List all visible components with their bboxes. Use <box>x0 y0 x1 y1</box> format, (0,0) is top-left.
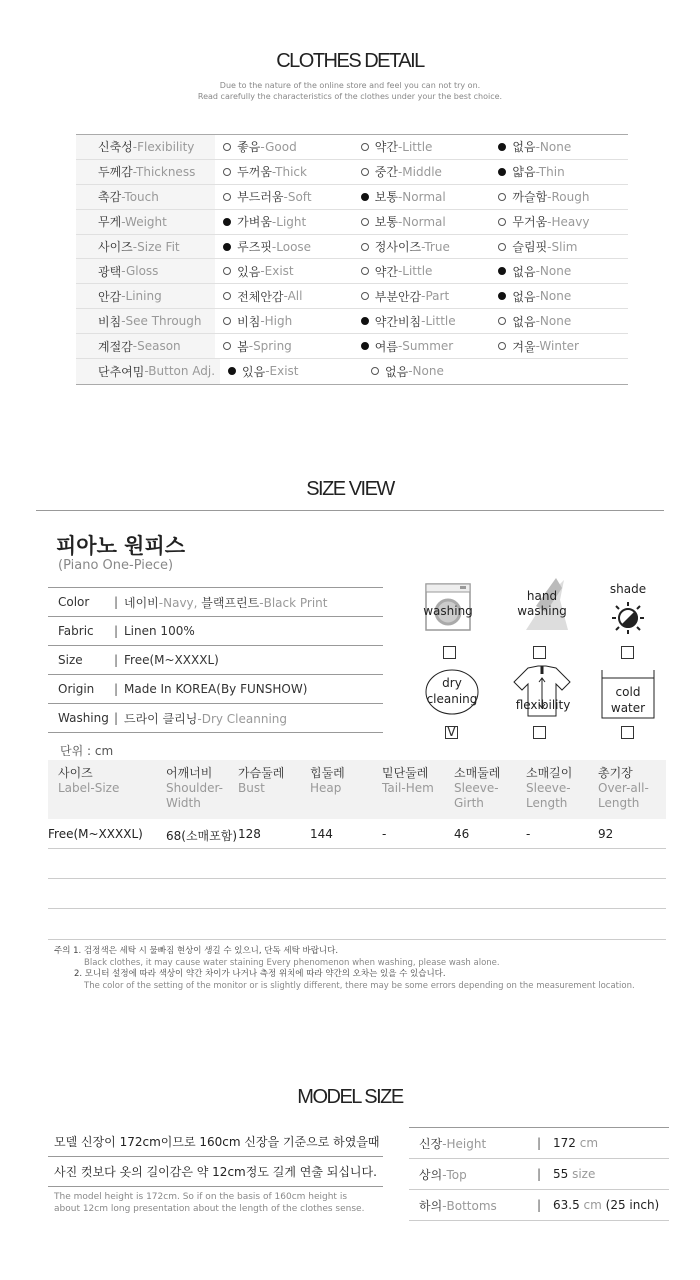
detail-option: 여름 -Summer <box>353 338 491 355</box>
info-label: Origin <box>58 682 95 696</box>
info-label: Washing <box>58 711 109 725</box>
detail-option: 약간 -Little <box>353 263 491 280</box>
detail-option: 약간비침 -Little <box>353 313 491 330</box>
size-header-cell: 소매길이 Sleeve- Length <box>526 766 573 810</box>
cold-water-label: cold water <box>610 685 646 715</box>
note-2-ko: 2. 모니터 설정에 따라 색상이 약간 차이가 나거나 측정 위치에 따라 약간의 오차는 있을 수 있습니다. <box>74 969 446 979</box>
detail-option: 가벼움 -Light <box>215 213 353 230</box>
detail-label: 무게 -Weight <box>76 210 215 234</box>
detail-option: 부드러움 -Soft <box>215 188 353 205</box>
detail-row <box>76 185 628 210</box>
detail-label: 단추여밈 -Button Adj. <box>76 359 220 384</box>
detail-option: 약간 -Little <box>353 138 491 155</box>
flexibility-checkbox <box>533 726 546 739</box>
radio-selected-icon <box>498 292 506 300</box>
size-cell: 68(소매포함) <box>166 829 238 843</box>
clothes-detail-table <box>76 134 628 385</box>
radio-empty-icon <box>498 193 506 201</box>
size-header-cell: 밑단둘레 Tail-Hem <box>382 766 434 795</box>
table-row-empty <box>48 849 666 879</box>
info-value: 네이비-Navy, 블랙프린트-Black Print <box>124 595 328 610</box>
note-2-en: The color of the setting of the monitor or is slightly different, there may be some errors depending on the measurement location. <box>84 980 635 991</box>
size-header-cell: 소매둘레 Sleeve- Girth <box>454 766 501 810</box>
hand-washing-checkbox <box>533 646 546 659</box>
radio-empty-icon <box>223 267 231 275</box>
info-separator: | <box>113 624 119 638</box>
model-desc-line-2: 사진 컷보다 옷의 길이감은 약 12cm정도 길게 연출 되십니다. <box>48 1157 383 1187</box>
model-desc-line-1: 모델 신장이 172cm이므로 160cm 신장을 기준으로 하였을때 <box>48 1127 383 1157</box>
detail-label: 광택 -Gloss <box>76 259 215 283</box>
detail-option: 정사이즈 -True <box>353 238 491 255</box>
detail-option: 없음 -None <box>490 313 628 330</box>
detail-row <box>76 135 628 160</box>
size-cell: 46 <box>454 827 470 841</box>
detail-option: 루즈핏 -Loose <box>215 238 353 255</box>
stat-value: 172 cm <box>553 1136 599 1150</box>
detail-option: 없음 -None <box>363 363 506 380</box>
info-row-origin <box>48 675 383 704</box>
detail-row <box>76 259 628 284</box>
detail-label: 계절감 -Season <box>76 334 215 358</box>
size-notes <box>54 946 694 992</box>
radio-empty-icon <box>223 292 231 300</box>
detail-option: 전체안감 -All <box>215 288 353 305</box>
radio-empty-icon <box>223 143 231 151</box>
cold-water-checkbox <box>621 726 634 739</box>
detail-row <box>76 284 628 309</box>
model-note: The model height is 172cm. So if on the basis of 160cm height is about 12cm long presentation about the length of the clothes sense. <box>54 1192 365 1214</box>
detail-row <box>76 210 628 235</box>
info-row-color <box>48 588 383 617</box>
size-header-cell: 총기장 Over-all- Length <box>598 766 649 810</box>
dry-cleaning-checkbox: V <box>445 726 458 739</box>
note-1-ko: 주의 1. 검정색은 세탁 시 물빠짐 현상이 생길 수 있으니, 단독 세탁 바랍니다. <box>54 946 339 956</box>
info-row-washing <box>48 704 383 733</box>
radio-empty-icon <box>223 317 231 325</box>
dry-cleaning-label: dry cleaning <box>426 676 478 706</box>
radio-empty-icon <box>223 342 231 350</box>
info-label: Fabric <box>58 624 94 638</box>
detail-option: 까슬함 -Rough <box>490 188 628 205</box>
product-info <box>48 587 383 733</box>
radio-empty-icon <box>361 218 369 226</box>
detail-option: 있음 -Exist <box>220 363 363 380</box>
radio-empty-icon <box>498 317 506 325</box>
detail-option: 얇음 -Thin <box>490 163 628 180</box>
radio-empty-icon <box>361 267 369 275</box>
radio-selected-icon <box>498 267 506 275</box>
radio-empty-icon <box>361 168 369 176</box>
info-separator: | <box>113 595 119 609</box>
detail-option: 보통 -Normal <box>353 188 491 205</box>
flexibility-label: flexibility <box>515 698 571 712</box>
detail-option: 중간 -Middle <box>353 163 491 180</box>
detail-row <box>76 334 628 359</box>
stat-separator: | <box>537 1167 542 1181</box>
radio-empty-icon <box>223 168 231 176</box>
size-cell: 92 <box>598 827 614 841</box>
size-cell: - <box>382 827 387 841</box>
radio-selected-icon <box>223 243 231 251</box>
info-label: Size <box>58 653 83 667</box>
detail-option: 좋음 -Good <box>215 138 353 155</box>
detail-option: 없음 -None <box>490 263 628 280</box>
stat-separator: | <box>537 1198 542 1212</box>
size-table-header <box>48 760 666 819</box>
size-header-cell: 어깨너비 Shoulder- Width <box>166 766 223 810</box>
radio-selected-icon <box>498 168 506 176</box>
size-header-cell: 힙둘레 Heap <box>310 766 345 795</box>
detail-notice-2: Read carefully the characteristics of the clothes under your the best choice. <box>197 92 503 101</box>
radio-selected-icon <box>228 367 236 375</box>
detail-label: 사이즈 -Size Fit <box>76 235 215 259</box>
detail-option: 무거움 -Heavy <box>490 213 628 230</box>
radio-selected-icon <box>223 218 231 226</box>
model-description <box>48 1127 383 1215</box>
washing-checkbox <box>443 646 456 659</box>
product-name: 피아노 원피스 <box>56 534 186 558</box>
size-cell: 144 <box>310 827 333 841</box>
detail-row <box>76 359 628 384</box>
detail-option: 겨울 -Winter <box>490 338 628 355</box>
detail-row <box>76 160 628 185</box>
stat-label: 상의-Top <box>419 1167 467 1182</box>
stat-value: 63.5 cm (25 inch) <box>553 1198 660 1212</box>
detail-row <box>76 235 628 260</box>
shade-checkbox <box>621 646 634 659</box>
detail-label: 촉감 -Touch <box>76 185 215 209</box>
note-1-en: Black clothes, it may cause water staining Every phenomenon when washing, please wash alone. <box>84 957 500 968</box>
stat-separator: | <box>537 1136 542 1150</box>
stat-label: 하의-Bottoms <box>419 1198 497 1213</box>
radio-empty-icon <box>361 143 369 151</box>
radio-selected-icon <box>498 143 506 151</box>
info-row-size <box>48 646 383 675</box>
radio-empty-icon <box>361 243 369 251</box>
size-view-title: SIZE VIEW <box>306 478 394 500</box>
model-stat-height <box>409 1128 669 1159</box>
table-row-empty <box>48 909 666 940</box>
radio-empty-icon <box>498 243 506 251</box>
detail-row <box>76 309 628 334</box>
unit-label: 단위 : cm <box>60 744 114 758</box>
radio-selected-icon <box>361 317 369 325</box>
detail-option: 없음 -None <box>490 288 628 305</box>
info-value: Made In KOREA(By FUNSHOW) <box>124 682 308 696</box>
detail-option: 없음 -None <box>490 138 628 155</box>
stat-value: 55 size <box>553 1167 596 1181</box>
detail-option: 보통 -Normal <box>353 213 491 230</box>
info-value: Free(M~XXXXL) <box>124 653 219 667</box>
model-size-title: MODEL SIZE <box>297 1086 403 1108</box>
detail-label: 두께감 -Thickness <box>76 160 215 184</box>
size-cell: Free(M~XXXXL) <box>48 827 143 841</box>
shade-label: shade <box>609 582 647 596</box>
model-stats <box>409 1127 669 1221</box>
hand-washing-label: hand washing <box>517 589 567 618</box>
clothes-detail-title: CLOTHES DETAIL <box>276 50 424 72</box>
washing-label: washing <box>423 604 473 618</box>
divider <box>36 510 664 511</box>
size-cell: - <box>526 827 531 841</box>
detail-option: 슬림핏 -Slim <box>490 238 628 255</box>
detail-option: 두꺼움 -Thick <box>215 163 353 180</box>
radio-empty-icon <box>361 292 369 300</box>
radio-empty-icon <box>498 342 506 350</box>
info-separator: | <box>113 653 119 667</box>
info-separator: | <box>113 682 119 696</box>
table-row-empty <box>48 879 666 909</box>
radio-selected-icon <box>361 193 369 201</box>
radio-empty-icon <box>223 193 231 201</box>
info-separator: | <box>113 711 119 725</box>
detail-label: 신축성 -Flexibility <box>76 135 215 159</box>
detail-notice-1: Due to the nature of the online store and feel you can not try on. <box>219 81 481 90</box>
radio-selected-icon <box>361 342 369 350</box>
detail-label: 안감 -Lining <box>76 284 215 308</box>
info-value: Linen 100% <box>124 624 195 638</box>
size-header-cell: 가슴둘레 Bust <box>238 766 285 795</box>
stat-label: 신장-Height <box>419 1136 487 1151</box>
size-cell: 128 <box>238 827 261 841</box>
radio-empty-icon <box>498 218 506 226</box>
radio-empty-icon <box>371 367 379 375</box>
product-subtitle: (Piano One-Piece) <box>58 558 174 573</box>
table-row <box>48 819 666 849</box>
info-label: Color <box>58 595 90 609</box>
detail-option: 부분안감 -Part <box>353 288 491 305</box>
detail-option: 있음 -Exist <box>215 263 353 280</box>
detail-option: 비침 -High <box>215 313 353 330</box>
info-value: 드라이 클리닝-Dry Cleanning <box>124 711 288 726</box>
detail-label: 비침 -See Through <box>76 309 215 333</box>
model-stat-bottoms <box>409 1190 669 1221</box>
detail-option: 봄 -Spring <box>215 338 353 355</box>
size-header-cell: 사이즈 Label-Size <box>58 766 120 795</box>
size-table <box>48 760 666 940</box>
shade-dry-icon <box>608 600 648 636</box>
model-stat-top <box>409 1159 669 1190</box>
info-row-fabric <box>48 617 383 646</box>
